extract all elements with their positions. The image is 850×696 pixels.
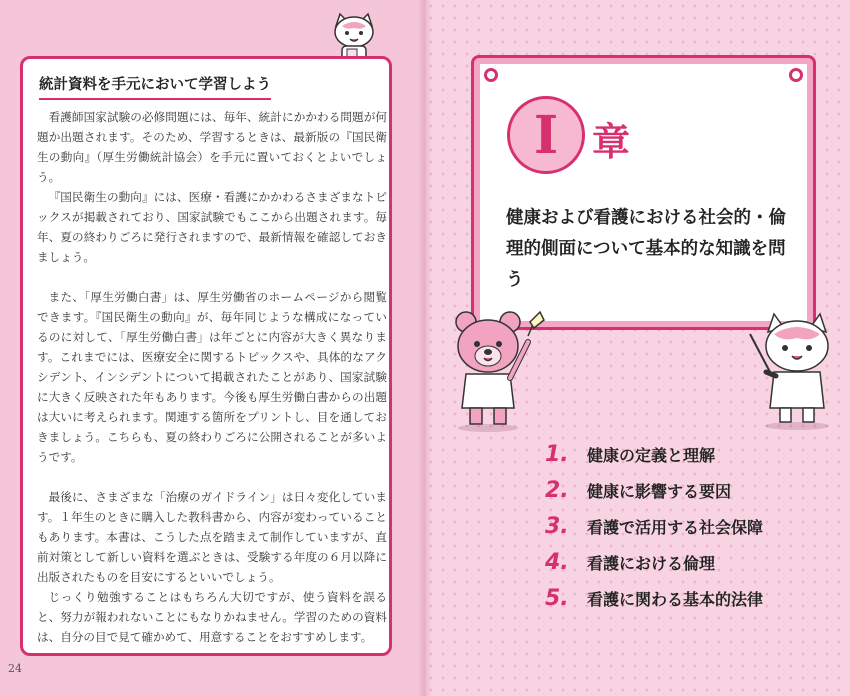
topic-item (545, 436, 825, 472)
topic-text: 看護で活用する社会保障 (587, 517, 764, 537)
topic-item (545, 580, 825, 616)
topic-number: 1. (545, 441, 569, 467)
topic-number: 3. (545, 513, 569, 539)
chapter-label: 章 (592, 120, 631, 164)
page-number: 24 (8, 662, 22, 675)
note-paragraph: また、「厚生労働白書」は、厚生労働省のホームページから閲覧できます。『国民衛生の動向』が、毎年同じような構成になっているのに対して、「厚生労働白書」は年ごとに内容が大きく異なります。これまでには、医療安全に関するトピックスや、具体的なアクシデント、インシデントについて掲載されたことがあり、国家試験に大きく反映された年もあります。今後も厚生労働白書からの出題は大いに考えられます。関連する箇所をプリントし、目を通しておきましょう。こちらも、夏の終わりごろに公開されることが多いようです。 (37, 290, 387, 464)
topic-item (545, 508, 825, 544)
cat-mascot-icon (328, 12, 380, 62)
chapter-title: 健康および看護における社会的・倫理的側面について基本的な知識を問う (506, 208, 786, 290)
topic-text: 健康に影響する要因 (587, 481, 732, 501)
topic-text: 看護に関わる基本的法律 (587, 589, 764, 609)
pin-icon (484, 68, 498, 82)
topic-number: 5. (545, 585, 569, 611)
pin-icon (789, 68, 803, 82)
note-body (37, 107, 387, 647)
bear-mascot-icon (448, 308, 548, 433)
note-paragraph: 看護師国家試験の必修問題には、毎年、統計にかかわる問題が何題か出題されます。そのため、学習するときは、最新版の『国民衛生の動向』（厚生労働統計協会）を手元に置いておくとよいでしょう。 (37, 110, 387, 184)
topic-text: 看護における倫理 (587, 553, 716, 573)
topic-number: 4. (545, 549, 569, 575)
chapter-topic-list (545, 436, 825, 616)
note-paragraph: 『国民衛生の動向』には、医療・看護にかかわるさまざまなトピックスが掲載されており、国家試験でもここから出題されます。毎年、夏の終わりごろに発行されますので、最新情報を確認しておきましょう。 (37, 190, 387, 264)
chapter-numeral: I (507, 96, 585, 174)
note-paragraph: 最後に、さまざまな「治療のガイドライン」は日々変化しています。１年生のときに購入した教科書から、内容が変わっていることもあります。本書は、こうした点を踏まえて制作していますが、直前対策として新しい資料を選ぶときは、受験する年度の６月以降に出版されたものを目安にするといいでしょう。 (37, 490, 387, 584)
note-heading: 統計資料を手元において学習しよう (39, 73, 271, 100)
cat-pointer-mascot-icon (748, 312, 840, 432)
topic-number: 2. (545, 477, 569, 503)
note-paragraph: じっくり勉強することはもちろん大切ですが、使う資料を誤ると、努力が報われないことにもなりかねません。学習のための資料は、自分の目で見て確かめて、用意することをおすすめします。 (37, 590, 387, 644)
book-spine (418, 0, 432, 696)
topic-item (545, 472, 825, 508)
topic-item (545, 544, 825, 580)
study-note-panel (20, 56, 392, 656)
topic-text: 健康の定義と理解 (587, 445, 716, 465)
